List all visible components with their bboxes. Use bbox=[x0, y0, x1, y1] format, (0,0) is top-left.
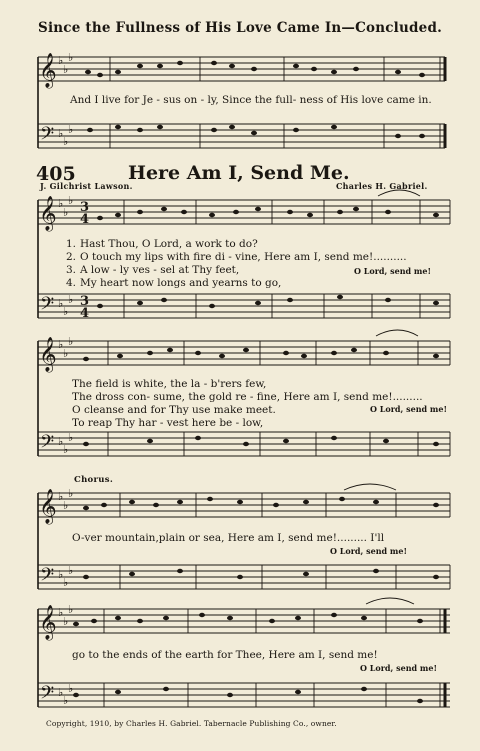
svg-text:♭: ♭ bbox=[68, 431, 74, 444]
bass-clef-icon: 𝄢 bbox=[40, 294, 55, 319]
svg-text:♭: ♭ bbox=[68, 123, 74, 136]
verse-2-line-1: 2. O touch my lips with fire di - vine, Here am I, send me!.......... bbox=[66, 251, 407, 263]
svg-text:♭: ♭ bbox=[68, 603, 74, 616]
svg-text:♭: ♭ bbox=[63, 206, 69, 219]
svg-text:♭: ♭ bbox=[68, 682, 74, 695]
hymn-composer: Charles H. Gabriel. bbox=[336, 181, 428, 191]
hymn-number: 405 bbox=[36, 163, 76, 185]
svg-text:♭: ♭ bbox=[58, 127, 64, 140]
svg-text:♭: ♭ bbox=[63, 576, 69, 589]
staff-s3-treble bbox=[38, 493, 450, 517]
svg-text:♭: ♭ bbox=[58, 197, 64, 210]
running-title: Since the Fullness of His Love Came In—Concluded. bbox=[38, 20, 442, 36]
hymn-title: Here Am I, Send Me. bbox=[128, 162, 350, 184]
svg-text:3: 3 bbox=[80, 294, 90, 309]
svg-text:♭: ♭ bbox=[63, 347, 69, 360]
treble-clef-icon: 𝄞 bbox=[39, 605, 57, 640]
response-o-lord-send-me: O Lord, send me! bbox=[330, 546, 407, 556]
svg-text:♭: ♭ bbox=[63, 615, 69, 628]
svg-text:♭: ♭ bbox=[58, 54, 64, 67]
staff-s3-bass bbox=[38, 565, 450, 589]
verse-1-line-2: The field is white, the la - b'rers few, bbox=[72, 378, 267, 390]
staff-s4-treble bbox=[38, 609, 450, 633]
bass-clef-icon: 𝄢 bbox=[40, 565, 55, 590]
svg-text:♭: ♭ bbox=[58, 490, 64, 503]
response-o-lord-send-me: O Lord, send me! bbox=[360, 663, 437, 673]
bass-clef-icon: 𝄢 bbox=[40, 432, 55, 457]
svg-text:♭: ♭ bbox=[63, 499, 69, 512]
svg-text:4: 4 bbox=[80, 212, 90, 227]
svg-text:♭: ♭ bbox=[63, 694, 69, 707]
svg-text:♭: ♭ bbox=[58, 435, 64, 448]
treble-clef-icon: 𝄞 bbox=[39, 337, 57, 372]
svg-text:♭: ♭ bbox=[63, 443, 69, 456]
svg-text:♭: ♭ bbox=[58, 606, 64, 619]
chorus-label: Chorus. bbox=[74, 475, 114, 485]
verse-1-line-1: 1. Hast Thou, O Lord, a work to do? bbox=[66, 238, 258, 250]
bass-clef-icon: 𝄢 bbox=[40, 683, 55, 708]
verse-4-line-1: 4. My heart now longs and yearns to go, bbox=[66, 277, 282, 289]
top-lyric-line: And I live for Je - sus on - ly, Since the full- ness of His love came in. bbox=[70, 94, 432, 106]
svg-text:♭: ♭ bbox=[68, 487, 74, 500]
bass-clef-icon: 𝄢 bbox=[40, 124, 55, 149]
svg-text:♭: ♭ bbox=[58, 297, 64, 310]
copyright-notice: Copyright, 1910, by Charles H. Gabriel. Tabernacle Publishing Co., owner. bbox=[46, 719, 337, 728]
chorus-lyric-line-2: go to the ends of the earth for Thee, Here am I, send me! bbox=[72, 649, 378, 661]
treble-clef-icon: 𝄞 bbox=[39, 53, 57, 88]
svg-text:3: 3 bbox=[80, 200, 90, 215]
svg-text:♭: ♭ bbox=[58, 568, 64, 581]
svg-text:♭: ♭ bbox=[58, 686, 64, 699]
svg-text:4: 4 bbox=[80, 306, 90, 321]
svg-text:♭: ♭ bbox=[63, 63, 69, 76]
verse-4-line-2: To reap Thy har - vest here be - low, bbox=[72, 417, 264, 429]
svg-text:♭: ♭ bbox=[63, 305, 69, 318]
svg-text:♭: ♭ bbox=[68, 51, 74, 64]
staff-s4-bass bbox=[38, 683, 450, 707]
response-o-lord-send-me: O Lord, send me! bbox=[354, 266, 431, 276]
verse-3-line-1: 3. A low - ly ves - sel at Thy feet, bbox=[66, 264, 240, 276]
treble-clef-icon: 𝄞 bbox=[39, 196, 57, 231]
svg-text:♭: ♭ bbox=[58, 338, 64, 351]
verse-2-line-2: The dross con- sume, the gold re - fine, Here am I, send me!......... bbox=[72, 391, 423, 403]
hymn-author: J. Gilchrist Lawson. bbox=[40, 181, 133, 191]
treble-clef-icon: 𝄞 bbox=[39, 489, 57, 524]
svg-text:♭: ♭ bbox=[68, 335, 74, 348]
svg-text:♭: ♭ bbox=[63, 135, 69, 148]
svg-text:♭: ♭ bbox=[68, 194, 74, 207]
response-o-lord-send-me: O Lord, send me! bbox=[370, 404, 447, 414]
svg-text:♭: ♭ bbox=[68, 564, 74, 577]
chorus-lyric-line-1: O-ver mountain,plain or sea, Here am I, send me!......... I'll bbox=[72, 532, 385, 544]
svg-text:♭: ♭ bbox=[68, 293, 74, 306]
verse-3-line-2: O cleanse and for Thy use make meet. bbox=[72, 404, 276, 416]
